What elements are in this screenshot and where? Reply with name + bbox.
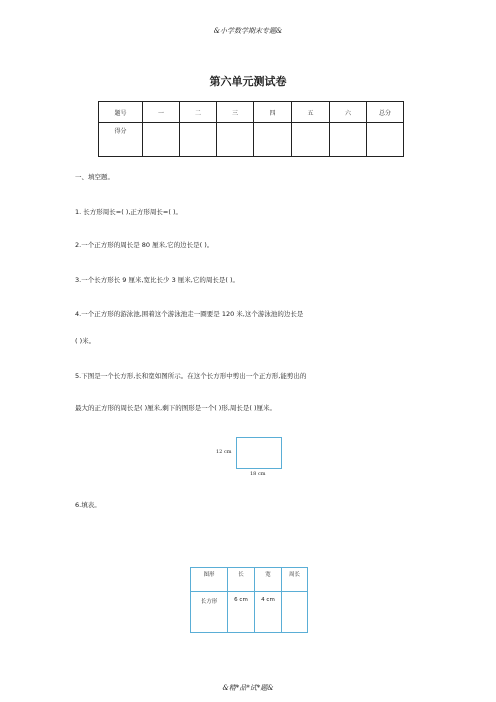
length-label: 18 cm <box>250 471 266 477</box>
score-header-cell: 四 <box>254 102 292 123</box>
fill-cell: 长方形 <box>191 592 228 633</box>
question-4-line-2: ( )米。 <box>75 337 96 345</box>
score-row-label: 得分 <box>99 123 143 157</box>
score-cell[interactable] <box>330 123 367 157</box>
fill-table-row <box>191 592 308 633</box>
score-cell[interactable] <box>367 123 404 157</box>
fill-table-header-row <box>191 568 308 592</box>
question-2: 2.一个正方形的周长是 80 厘米,它的边长是( )。 <box>75 241 214 249</box>
score-header-cell: 二 <box>180 102 217 123</box>
fill-header-cell: 图形 <box>191 568 228 592</box>
question-5-line-2: 最大的正方形的周长是( )厘米,剩下的图形是一个( )形,周长是( )厘米。 <box>75 404 277 412</box>
score-header-cell: 一 <box>143 102 180 123</box>
score-table-header-row <box>99 102 404 123</box>
score-cell[interactable] <box>217 123 254 157</box>
score-table-row <box>99 123 404 157</box>
score-header-cell: 六 <box>330 102 367 123</box>
section-heading: 一、填空题。 <box>75 173 114 181</box>
fill-table <box>190 567 308 633</box>
score-header-cell: 五 <box>292 102 330 123</box>
score-header-cell: 总分 <box>367 102 404 123</box>
width-label: 12 cm <box>216 449 232 455</box>
score-cell[interactable] <box>180 123 217 157</box>
fill-header-cell: 宽 <box>255 568 282 592</box>
fill-header-cell: 长 <box>228 568 255 592</box>
page-title: 第六单元测试卷 <box>209 75 287 88</box>
score-header-cell: 题号 <box>99 102 143 123</box>
fill-cell: 6 cm <box>228 592 255 633</box>
score-cell[interactable] <box>254 123 292 157</box>
question-5-line-1: 5.下图是一个长方形,长和宽如图所示。在这个长方形中剪出一个正方形,能剪出的 <box>75 372 307 380</box>
score-table <box>98 101 404 157</box>
fill-cell: 4 cm <box>255 592 282 633</box>
fill-answer-cell[interactable] <box>282 592 308 633</box>
question-3: 3.一个长方形长 9 厘米,宽比长少 3 厘米,它的周长是( )。 <box>75 276 240 284</box>
rectangle-diagram <box>236 437 282 469</box>
fill-header-cell: 周长 <box>282 568 308 592</box>
question-6: 6.填表。 <box>75 501 101 509</box>
page-header: &小学数学期末专题& <box>213 27 283 35</box>
page-footer: &精*品*试*题& <box>222 684 274 692</box>
question-1: 1. 长方形周长=( ),正方形周长=( )。 <box>75 208 183 216</box>
score-cell[interactable] <box>292 123 330 157</box>
score-cell[interactable] <box>143 123 180 157</box>
score-header-cell: 三 <box>217 102 254 123</box>
question-4-line-1: 4.一个正方形的游泳池,围着这个游泳池走一圈要是 120 米,这个游泳池的边长是 <box>75 310 304 318</box>
